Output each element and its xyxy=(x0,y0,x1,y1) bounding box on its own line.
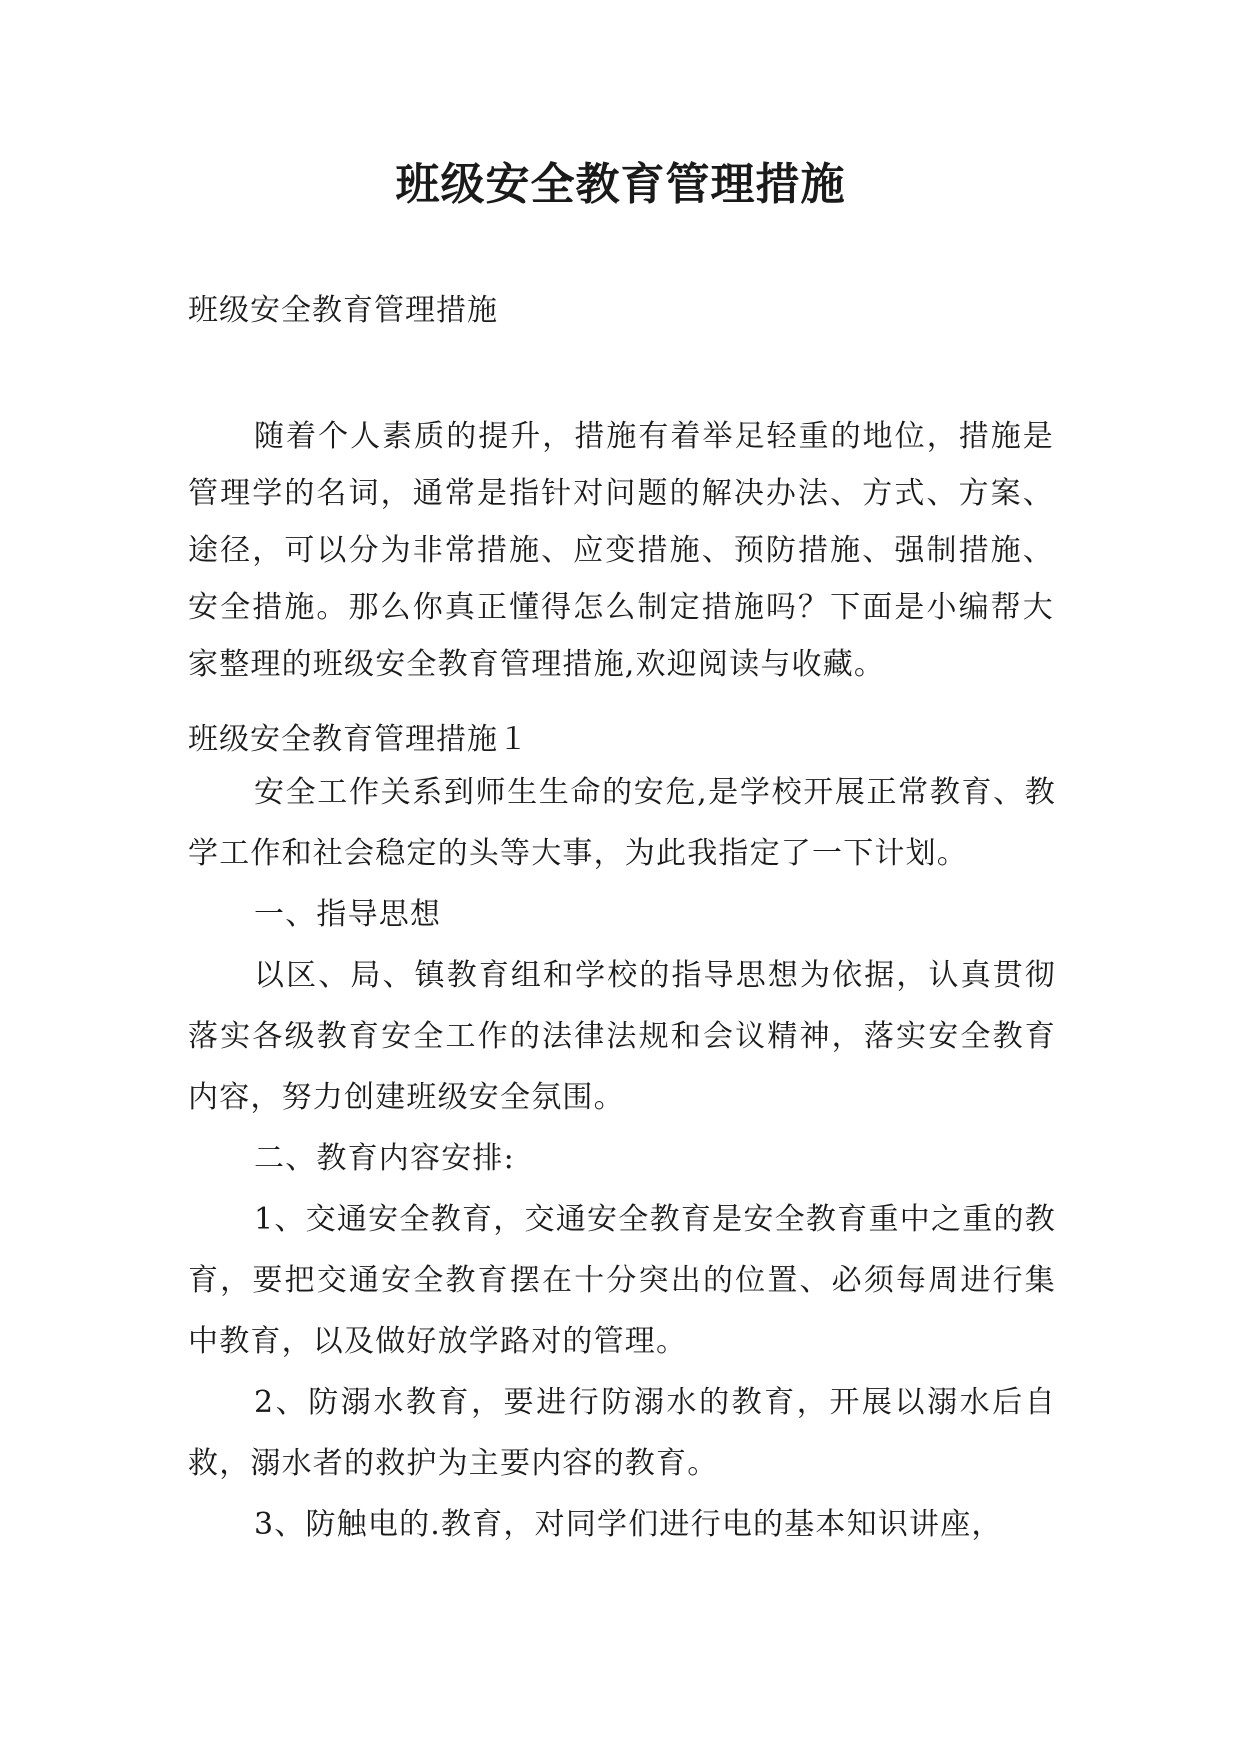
body-paragraph: 以区、局、镇教育组和学校的指导思想为依据，认真贯彻落实各级教育安全工作的法律法规和会议精神，落实安全教育内容，努力创建班级安全氛围。 xyxy=(188,958,1056,1115)
section-body xyxy=(188,762,1056,1555)
intro-paragraph: 随着个人素质的提升，措施有着举足轻重的地位，措施是管理学的名词，通常是指针对问题的解决办法、方式、方案、途径，可以分为非常措施、应变措施、预防措施、强制措施、安全措施。那么你真正懂得怎么制定措施吗？下面是小编帮大家整理的班级安全教育管理措施,欢迎阅读与收藏。 xyxy=(188,419,1054,682)
body-paragraph: 安全工作关系到师生生命的安危,是学校开展正常教育、教学工作和社会稳定的头等大事，为此我指定了一下计划。 xyxy=(188,775,1056,871)
body-paragraph: 二、教育内容安排: xyxy=(254,1141,515,1176)
section-heading: 班级安全教育管理措施１ xyxy=(188,722,529,757)
body-paragraph: 1、交通安全教育，交通安全教育是安全教育重中之重的教育，要把交通安全教育摆在十分突出的位置、必须每周进行集中教育，以及做好放学路对的管理。 xyxy=(188,1202,1056,1359)
body-paragraph: 3、防触电的.教育，对同学们进行电的基本知识讲座， xyxy=(254,1507,1003,1542)
document-subtitle: 班级安全教育管理措施 xyxy=(188,293,498,328)
document-title: 班级安全教育管理措施 xyxy=(395,159,846,210)
body-paragraph: 2、防溺水教育，要进行防溺水的教育，开展以溺水后自救，溺水者的救护为主要内容的教育。 xyxy=(188,1385,1056,1481)
body-paragraph: 一、指导思想 xyxy=(254,897,442,932)
